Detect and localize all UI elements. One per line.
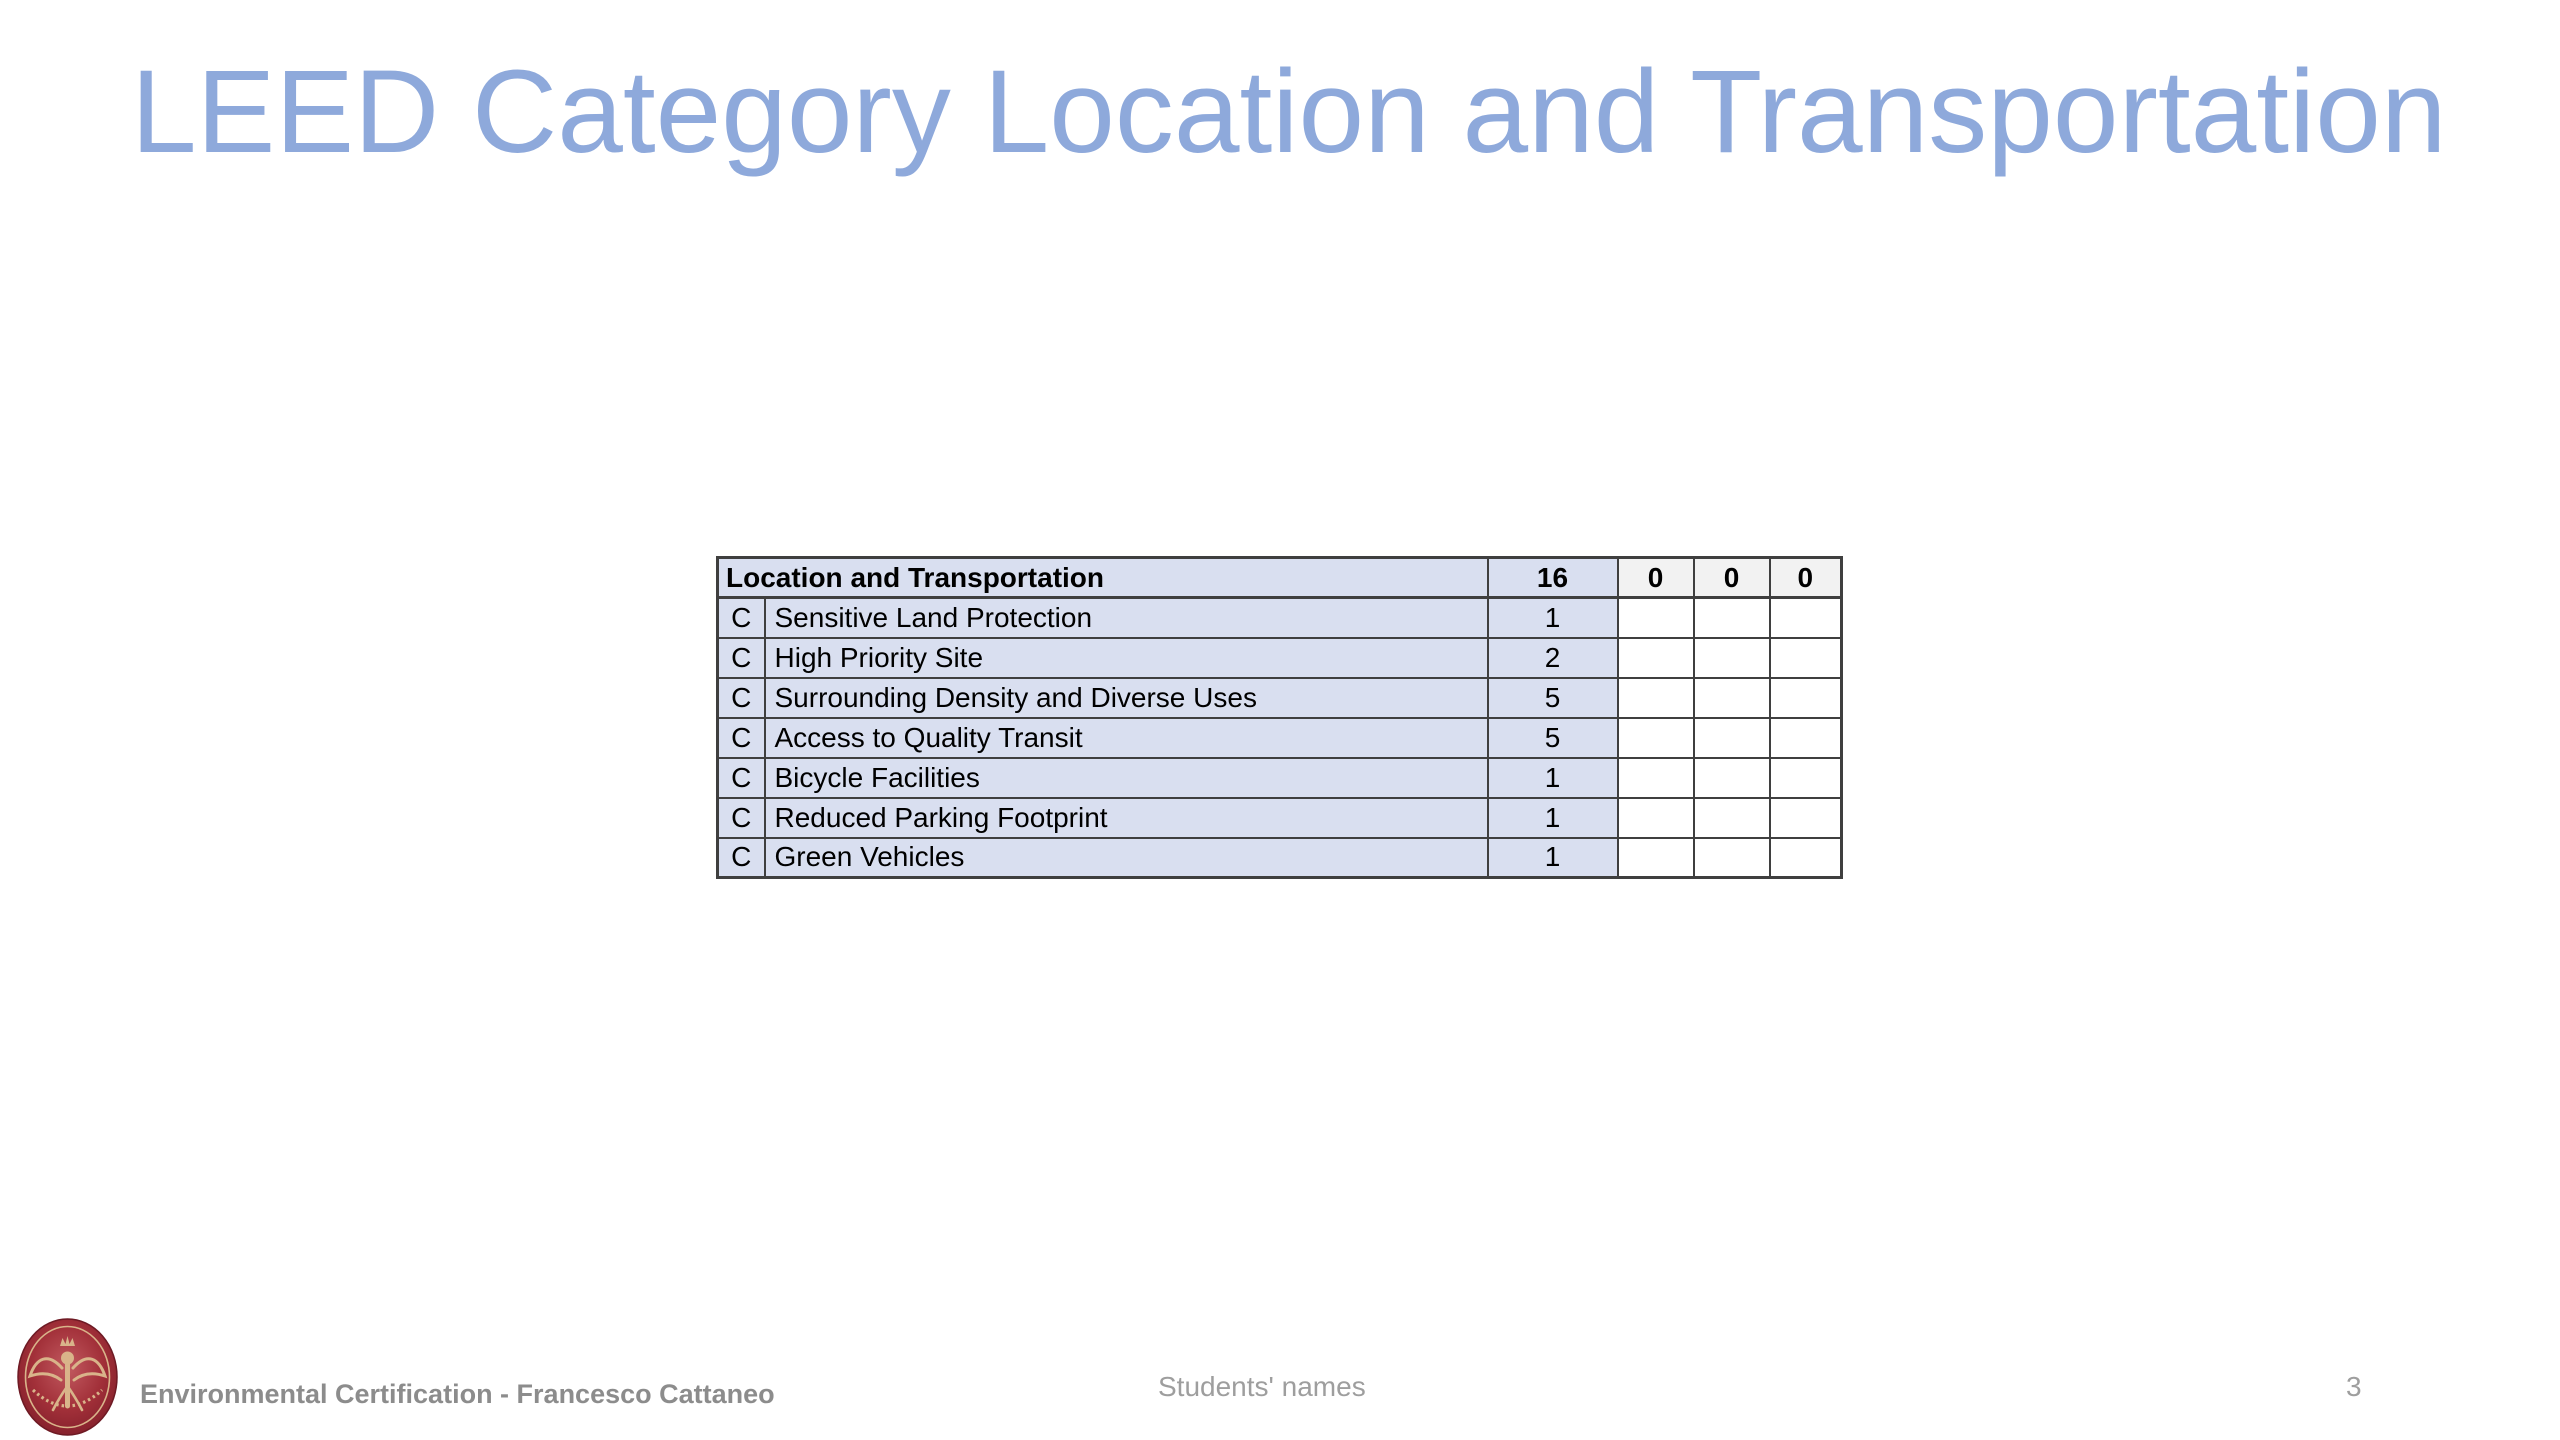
score-cell (1694, 718, 1770, 758)
score-cell (1770, 718, 1842, 758)
score-cell (1618, 718, 1694, 758)
score-cell (1618, 598, 1694, 638)
category-header-cell: Location and Transportation (718, 558, 1488, 598)
score-col-header-2: 0 (1694, 558, 1770, 598)
credit-name-cell: Access to Quality Transit (765, 718, 1488, 758)
credit-points-cell: 5 (1488, 678, 1618, 718)
score-cell (1618, 798, 1694, 838)
score-cell (1694, 798, 1770, 838)
table-row (718, 718, 1842, 758)
leed-category-table (716, 556, 1843, 879)
credit-points-cell: 1 (1488, 798, 1618, 838)
credit-type-cell: C (718, 638, 765, 678)
credit-points-cell: 5 (1488, 718, 1618, 758)
score-cell (1618, 678, 1694, 718)
table-row (718, 798, 1842, 838)
credit-type-cell: C (718, 798, 765, 838)
table-row (718, 758, 1842, 798)
score-cell (1694, 838, 1770, 878)
score-cell (1770, 598, 1842, 638)
score-cell (1770, 758, 1842, 798)
table-row (718, 638, 1842, 678)
score-cell (1770, 798, 1842, 838)
credit-type-cell: C (718, 718, 765, 758)
table-row (718, 678, 1842, 718)
credit-name-cell: Green Vehicles (765, 838, 1488, 878)
credit-type-cell: C (718, 598, 765, 638)
slide-title: LEED Category Location and Transportation (131, 46, 2447, 178)
credit-type-cell: C (718, 838, 765, 878)
credit-type-cell: C (718, 678, 765, 718)
credit-points-cell: 1 (1488, 758, 1618, 798)
credit-name-cell: Surrounding Density and Diverse Uses (765, 678, 1488, 718)
credit-name-cell: Sensitive Land Protection (765, 598, 1488, 638)
credit-name-cell: High Priority Site (765, 638, 1488, 678)
score-cell (1618, 838, 1694, 878)
table-header-row (718, 558, 1842, 598)
page-number: 3 (2346, 1371, 2362, 1402)
credit-name-cell: Bicycle Facilities (765, 758, 1488, 798)
credit-type-cell: C (718, 758, 765, 798)
university-seal-logo (17, 1318, 118, 1436)
score-cell (1694, 598, 1770, 638)
table-row (718, 838, 1842, 878)
score-cell (1694, 758, 1770, 798)
score-col-header-3: 0 (1770, 558, 1842, 598)
score-cell (1618, 638, 1694, 678)
credit-points-cell: 2 (1488, 638, 1618, 678)
score-cell (1694, 678, 1770, 718)
footer-students-names: Students' names (1158, 1371, 1366, 1402)
score-cell (1618, 758, 1694, 798)
credit-points-cell: 1 (1488, 598, 1618, 638)
credit-name-cell: Reduced Parking Footprint (765, 798, 1488, 838)
table-row (718, 598, 1842, 638)
score-cell (1770, 638, 1842, 678)
score-col-header-1: 0 (1618, 558, 1694, 598)
score-cell (1694, 638, 1770, 678)
total-points-cell: 16 (1488, 558, 1618, 598)
credit-points-cell: 1 (1488, 838, 1618, 878)
footer-course-label: Environmental Certification - Francesco Cattaneo (140, 1379, 775, 1409)
score-cell (1770, 838, 1842, 878)
score-cell (1770, 678, 1842, 718)
